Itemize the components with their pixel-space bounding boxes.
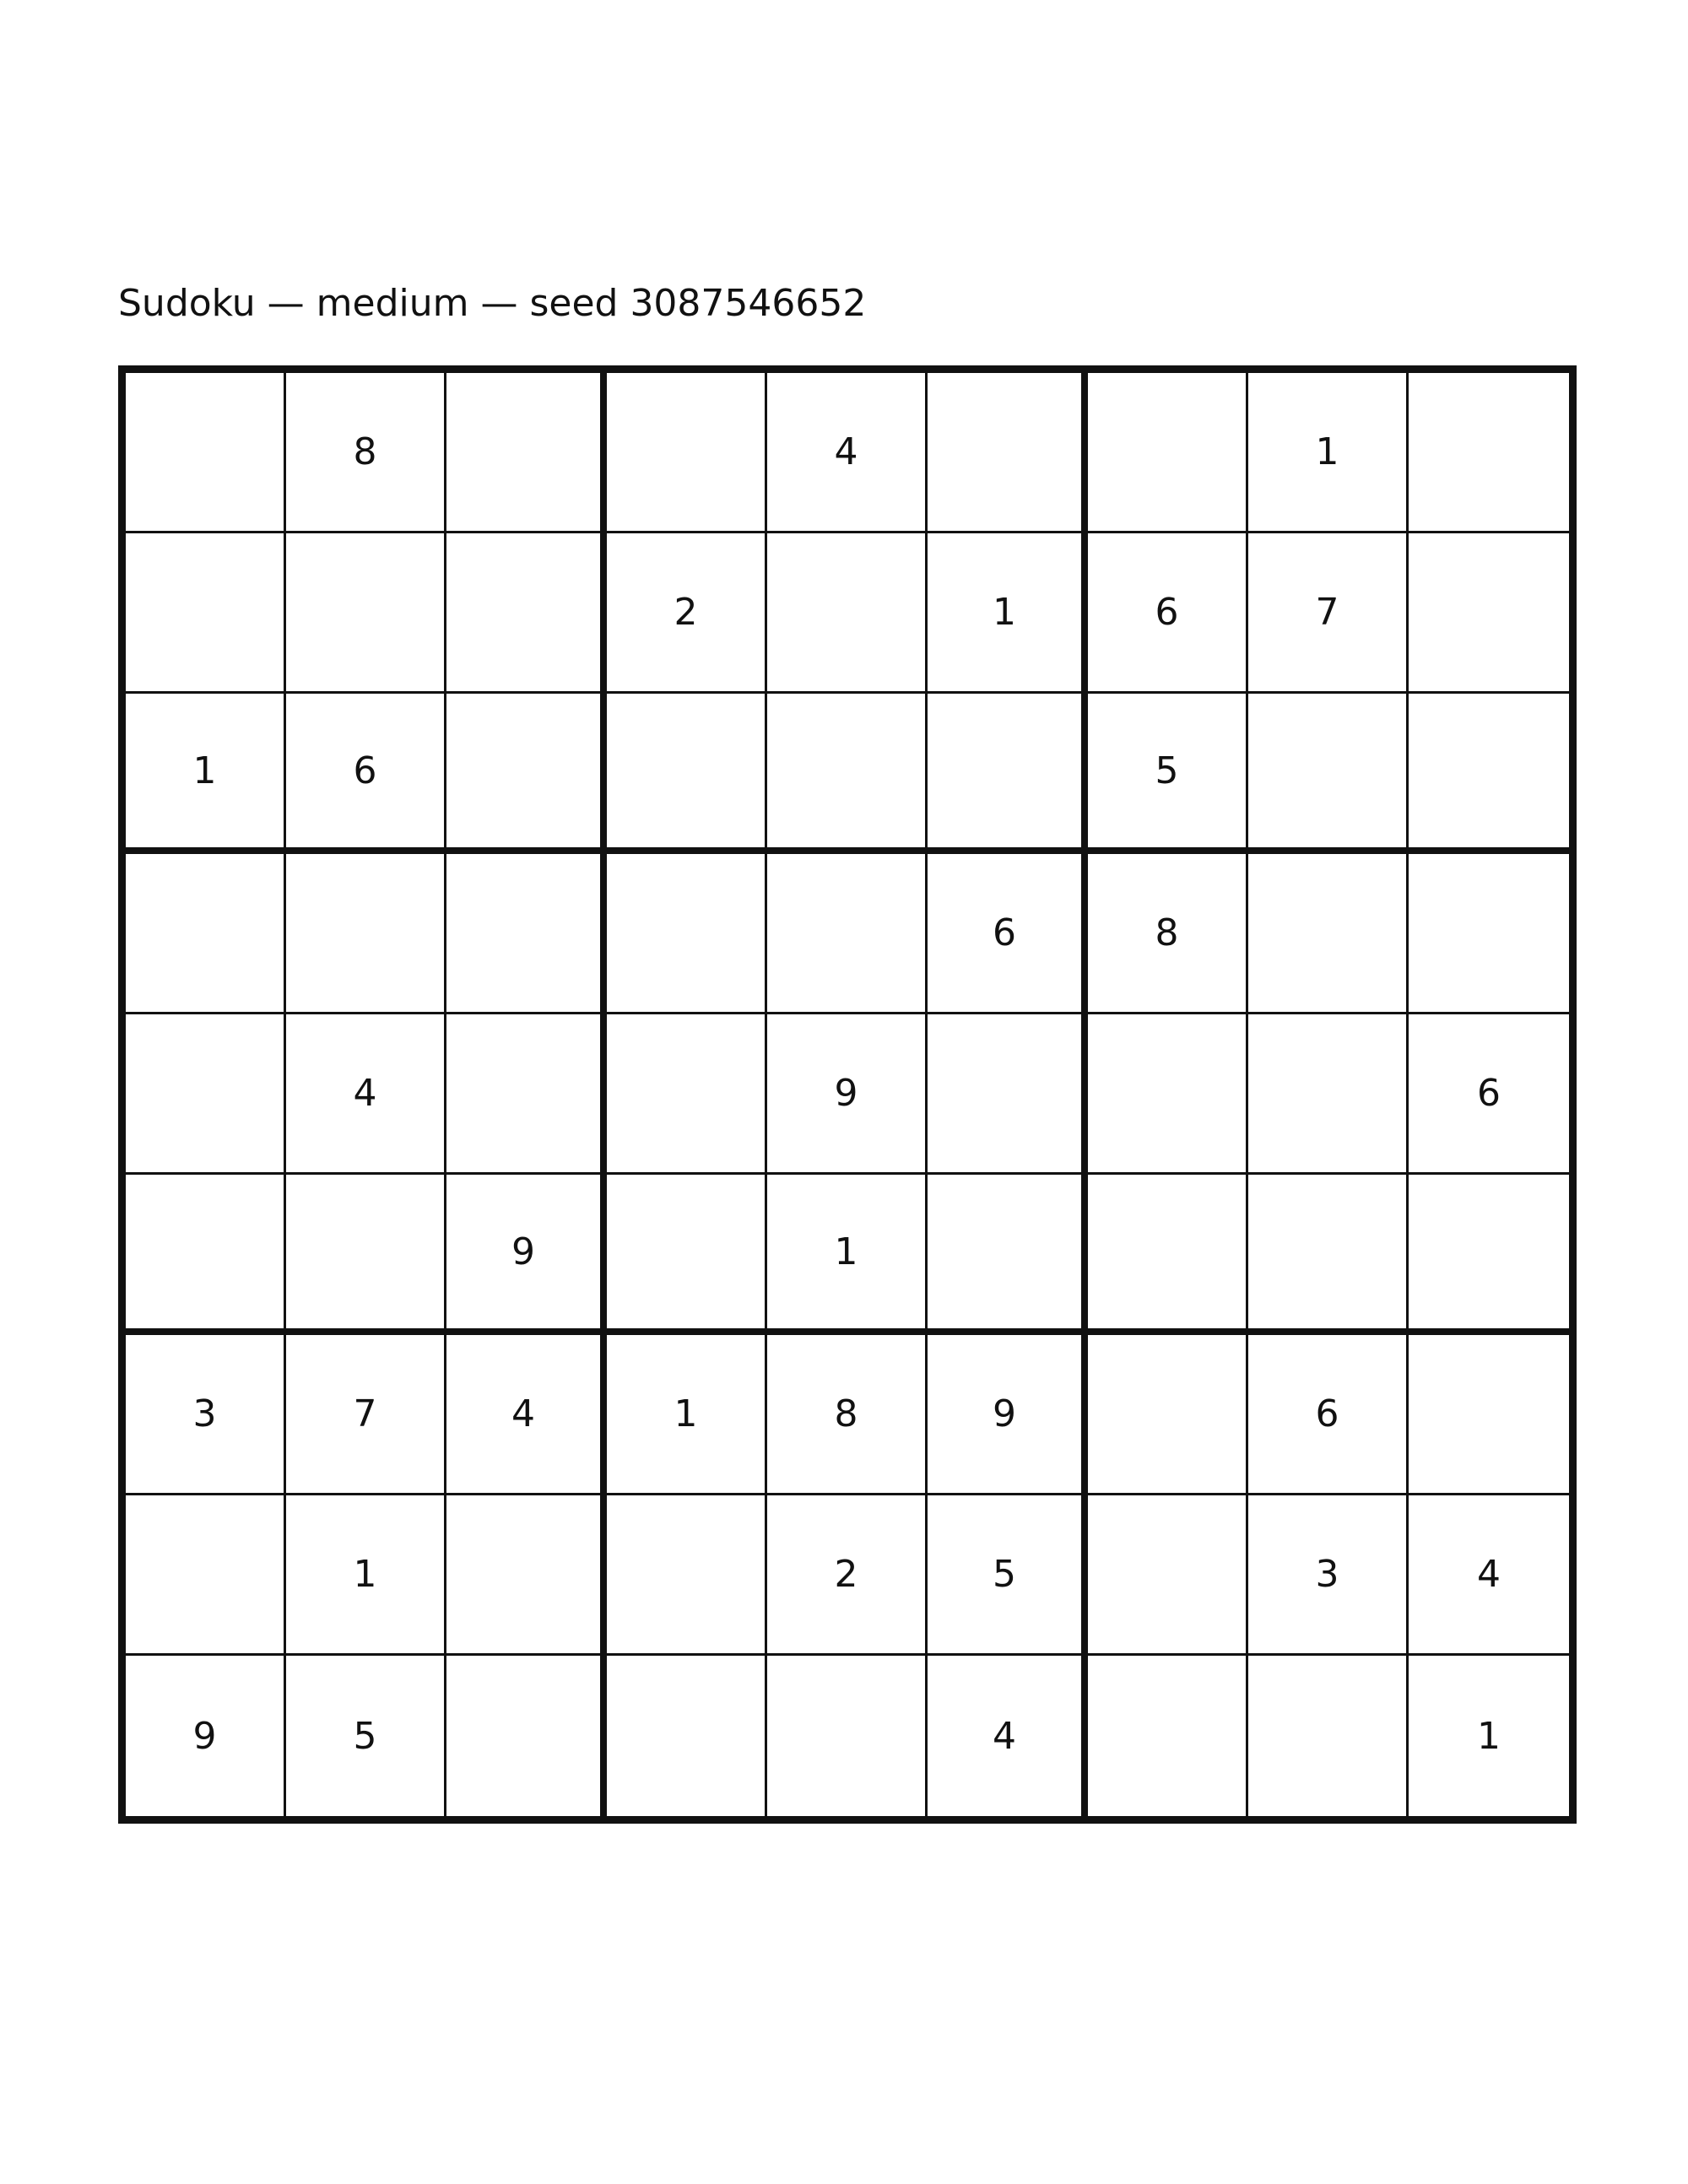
sudoku-cell-r4-c8[interactable]: [1248, 854, 1409, 1014]
sudoku-cell-r1-c4[interactable]: [607, 373, 767, 533]
sudoku-cell-r3-c7[interactable]: 5: [1088, 694, 1248, 854]
sudoku-cell-r9-c6[interactable]: 4: [928, 1656, 1088, 1816]
sudoku-board: [118, 365, 1577, 1824]
sudoku-cell-r6-c3[interactable]: 9: [446, 1175, 607, 1335]
sudoku-cell-r1-c2[interactable]: 8: [286, 373, 446, 533]
sudoku-cell-r3-c6[interactable]: [928, 694, 1088, 854]
sudoku-cell-r2-c2[interactable]: [286, 533, 446, 694]
sudoku-cell-r9-c8[interactable]: [1248, 1656, 1409, 1816]
sudoku-cell-r4-c4[interactable]: [607, 854, 767, 1014]
sudoku-cell-r2-c1[interactable]: [126, 533, 286, 694]
sudoku-cell-r7-c5[interactable]: 8: [767, 1335, 928, 1495]
sudoku-cell-r9-c7[interactable]: [1088, 1656, 1248, 1816]
sudoku-cell-r6-c7[interactable]: [1088, 1175, 1248, 1335]
sudoku-cell-r8-c7[interactable]: [1088, 1495, 1248, 1656]
sudoku-cell-r6-c8[interactable]: [1248, 1175, 1409, 1335]
sudoku-cell-r8-c6[interactable]: 5: [928, 1495, 1088, 1656]
sudoku-cell-r2-c7[interactable]: 6: [1088, 533, 1248, 694]
sudoku-cell-r6-c9[interactable]: [1409, 1175, 1569, 1335]
sudoku-cell-r7-c9[interactable]: [1409, 1335, 1569, 1495]
sudoku-cell-r5-c6[interactable]: [928, 1014, 1088, 1175]
sudoku-cell-r4-c2[interactable]: [286, 854, 446, 1014]
sudoku-cell-r5-c7[interactable]: [1088, 1014, 1248, 1175]
sudoku-cell-r9-c9[interactable]: 1: [1477, 1714, 1501, 1758]
sudoku-cell-r4-c5[interactable]: [767, 854, 928, 1014]
sudoku-cell-r5-c8[interactable]: [1248, 1014, 1409, 1175]
sudoku-cell-r4-c9[interactable]: [1409, 854, 1569, 1014]
sudoku-cell-r3-c5[interactable]: [767, 694, 928, 854]
sudoku-cell-r9-c1[interactable]: 9: [126, 1656, 286, 1816]
sudoku-cell-r6-c2[interactable]: [286, 1175, 446, 1335]
sudoku-cell-r7-c3[interactable]: 4: [446, 1335, 607, 1495]
sudoku-cell-r7-c6[interactable]: 9: [928, 1335, 1088, 1495]
sudoku-cell-r3-c2[interactable]: 6: [286, 694, 446, 854]
sudoku-cell-r7-c4[interactable]: 1: [607, 1335, 767, 1495]
sudoku-cell-r3-c9[interactable]: [1409, 694, 1569, 854]
sudoku-cell-r9-c5[interactable]: [767, 1656, 928, 1816]
sudoku-cell-r9-c2[interactable]: 5: [286, 1656, 446, 1816]
sudoku-cell-r1-c7[interactable]: [1088, 373, 1248, 533]
sudoku-cell-r7-c8[interactable]: 6: [1248, 1335, 1409, 1495]
sudoku-cell-r4-c6[interactable]: 6: [928, 854, 1088, 1014]
sudoku-cell-r2-c5[interactable]: [767, 533, 928, 694]
sudoku-cell-r7-c1[interactable]: 3: [126, 1335, 286, 1495]
sudoku-cell-r6-c1[interactable]: [126, 1175, 286, 1335]
sudoku-cell-r1-c5[interactable]: 4: [767, 373, 928, 533]
sudoku-cell-r2-c3[interactable]: [446, 533, 607, 694]
sudoku-cell-r8-c4[interactable]: [607, 1495, 767, 1656]
sudoku-cell-r8-c5[interactable]: 2: [767, 1495, 928, 1656]
sudoku-cell-r8-c8[interactable]: 3: [1248, 1495, 1409, 1656]
sudoku-cell-r5-c9[interactable]: 6: [1409, 1014, 1569, 1175]
sudoku-cell-r8-c2[interactable]: 1: [286, 1495, 446, 1656]
sudoku-cell-r3-c1[interactable]: 1: [126, 694, 286, 854]
sudoku-cell-r1-c3[interactable]: [446, 373, 607, 533]
sudoku-cell-r4-c1[interactable]: [126, 854, 286, 1014]
sudoku-cell-r5-c2[interactable]: 4: [286, 1014, 446, 1175]
sudoku-cell-r6-c5[interactable]: 1: [767, 1175, 928, 1335]
puzzle-title: Sudoku — medium — seed 3087546652: [118, 282, 867, 325]
sudoku-cell-r3-c8[interactable]: [1248, 694, 1409, 854]
sudoku-cell-r9-c3[interactable]: [446, 1656, 607, 1816]
sudoku-cell-r7-c2[interactable]: 7: [286, 1335, 446, 1495]
sudoku-cell-r5-c4[interactable]: [607, 1014, 767, 1175]
sudoku-cell-r1-c6[interactable]: [928, 373, 1088, 533]
sudoku-cell-r2-c8[interactable]: 7: [1248, 533, 1409, 694]
sudoku-cell-r2-c9[interactable]: [1409, 533, 1569, 694]
sudoku-cell-r1-c9[interactable]: [1409, 373, 1569, 533]
sudoku-cell-r5-c3[interactable]: [446, 1014, 607, 1175]
sudoku-cell-r2-c6[interactable]: 1: [928, 533, 1088, 694]
sudoku-cell-r1-c1[interactable]: [126, 373, 286, 533]
sudoku-cell-r3-c3[interactable]: [446, 694, 607, 854]
sudoku-cell-r5-c5[interactable]: 9: [767, 1014, 928, 1175]
sudoku-cell-r4-c3[interactable]: [446, 854, 607, 1014]
sudoku-cell-r5-c1[interactable]: [126, 1014, 286, 1175]
sudoku-cell-r6-c6[interactable]: [928, 1175, 1088, 1335]
sudoku-cell-r2-c4[interactable]: 2: [607, 533, 767, 694]
sudoku-cell-r4-c7[interactable]: 8: [1088, 854, 1248, 1014]
sudoku-cell-r8-c1[interactable]: [126, 1495, 286, 1656]
sudoku-cell-r8-c9[interactable]: 4: [1409, 1495, 1569, 1656]
sudoku-cell-r6-c4[interactable]: [607, 1175, 767, 1335]
sudoku-cell-r1-c8[interactable]: 1: [1248, 373, 1409, 533]
sudoku-cell-r7-c7[interactable]: [1088, 1335, 1248, 1495]
sudoku-cell-r8-c3[interactable]: [446, 1495, 607, 1656]
sudoku-cell-r9-c4[interactable]: [607, 1656, 767, 1816]
sudoku-cell-r3-c4[interactable]: [607, 694, 767, 854]
